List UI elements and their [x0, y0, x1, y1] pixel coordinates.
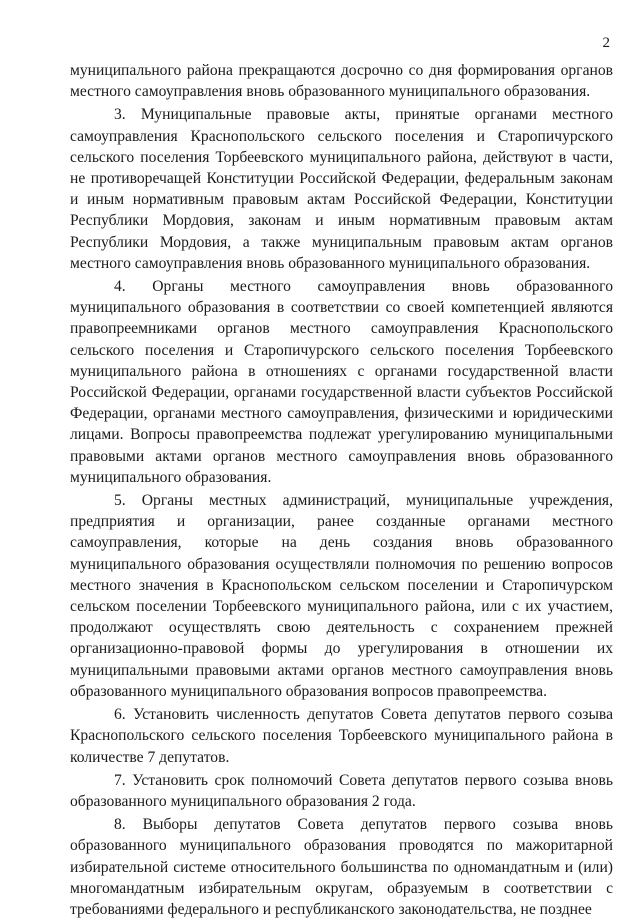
page-number: 2	[602, 35, 610, 51]
paragraph-5: 5. Органы местных администраций, муниципальные учреждения, предприятия и организации, ранее созданные органами местного самоуправления, которые на день создания вновь образованного муниципального образования осуществляли полномочия по решению вопросов местного значения в Краснопольском сельском поселении и Старопичурском сельском поселении Торбеевского муниципального района, или с их участием, продолжают осуществлять свою деятельность с сохранением прежней организационно-правовой формы до урегулирования в отношении их муниципальными правовыми актами органов местного самоуправления вновь образованного муниципального образования вопросов правопреемства.	[70, 492, 613, 700]
paragraph-6: 6. Установить численность депутатов Совета депутатов первого созыва Краснопольского сельского поселения Торбеевского муниципального района в количестве 7 депутатов.	[70, 706, 613, 766]
paragraph-continuation: муниципального района прекращаются досрочно со дня формирования органов местного самоуправления вновь образованного муниципального образования.	[70, 62, 613, 101]
document-body	[70, 60, 613, 920]
paragraph-4: 4. Органы местного самоуправления вновь образованного муниципального образования в соответствии со своей компетенцией являются правопреемниками органов местного самоуправления Краснопольского сельского поселения и Старопичурского сельского поселения Торбеевского муниципального района в отношениях с органами государственной власти Российской Федерации, органами государственной власти субъектов Российской Федерации, органами местного самоуправления, физическими и юридическими лицами. Вопросы правопреемства подлежат урегулированию муниципальными правовыми актами органов местного самоуправления вновь образованного муниципального образования.	[70, 278, 613, 486]
paragraph-7: 7. Установить срок полномочий Совета депутатов первого созыва вновь образованного муниципального образования 2 года.	[70, 771, 613, 810]
paragraph-3: 3. Муниципальные правовые акты, принятые органами местного самоуправления Краснопольского сельского поселения и Старопичурского сельского поселения Торбеевского муниципального района, действуют в части, не противоречащей Конституции Российской Федерации, федеральным законам и иным нормативным правовым актам Российской Федерации, Конституции Республики Мордовия, законам и иным нормативным правовым актам Республики Мордовия, а также муниципальным правовым актам органов местного самоуправления вновь образованного муниципального образования.	[70, 106, 613, 272]
paragraph-8: 8. Выборы депутатов Совета депутатов первого созыва вновь образованного муниципального образования проводятся по мажоритарной избирательной системе относительного большинства по одномандатным и (или) многомандатным избирательным округам, образуемым в соответствии с требованиями федерального и республиканского законодательства, не позднее	[70, 816, 613, 918]
